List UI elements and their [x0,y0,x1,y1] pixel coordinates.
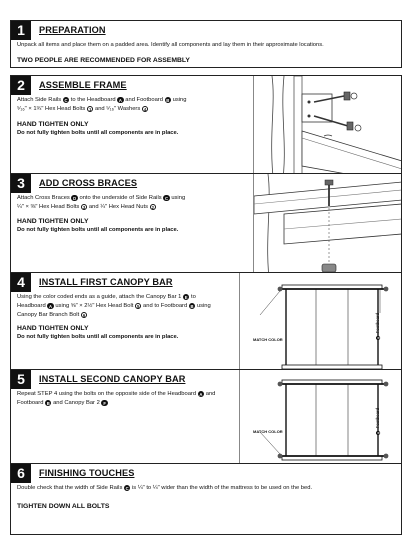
step-title: INSTALL SECOND CANOPY BAR [39,374,186,384]
step-text: Double check that the width of Side Rails C is ¼" to ¼" wider than the width of the mattress to be used on the bed. [17,485,313,491]
step-title: PREPARATION [39,25,106,35]
step-title: ADD CROSS BRACES [39,178,138,188]
part-badge-b: B [376,336,381,339]
step-number: 1 [11,21,31,40]
part-badge-b: B [166,98,170,103]
step-6-finishing-touches [10,463,402,535]
part-badge-b: B [46,401,50,406]
step-number: 2 [11,76,31,95]
warning-text: Do not fully tighten bolts until all components are in place. [17,334,179,340]
part-badge-b: B [376,431,381,434]
step-title: FINISHING TOUCHES [39,468,135,478]
match-color-label: MATCH COLOR [253,337,283,342]
step-text-line-2: ⁵⁄₁₆" × 1¾" Hex Head Bolts 1 and ⁵⁄₁₆" Washers 4 [17,105,148,114]
cross-brace-illustration [254,174,402,286]
part-badge-f: F [103,401,106,406]
part-badge-c: C [64,98,68,103]
part-badge-d: D [73,196,77,201]
step-number: 3 [11,174,31,193]
instruction-page [10,20,402,535]
step-text-line-3: Canopy Bar Branch Bolt 6 [17,311,87,320]
step-note: TWO PEOPLE ARE RECOMMENDED FOR ASSEMBLY [17,57,190,64]
hand-tighten-label: HAND TIGHTEN ONLY [17,325,89,332]
part-badge-c: C [125,486,129,491]
footboard-label: B Footboard [375,407,381,434]
hardware-badge-5: 5 [135,303,141,309]
step-2-assemble-frame [10,75,402,187]
step-1-preparation [10,20,402,68]
warning-text: Do not fully tighten bolts until all components are in place. [17,227,179,233]
part-badge-a: A [48,304,53,309]
part-badge-a: A [199,392,203,397]
hand-tighten-label: HAND TIGHTEN ONLY [17,218,89,225]
part-badge-b: B [190,304,194,309]
step-text-line-1: Attach Cross Braces D onto the underside of Side Rails C using [17,195,186,201]
footboard-label: B Footboard [375,312,381,339]
hardware-badge-4: 4 [142,106,148,112]
step-text-line-2: ¼" × ⅜" Hex Head Bolts 3 and ¼" Hex Head Nuts 2 [17,203,156,212]
step-number: 4 [11,273,31,292]
step-text-line-1: Attach Side Rails C to the Headboard A and Footboard B using [17,97,187,103]
step-number: 6 [11,464,31,483]
step-text-line-2: Footboard B and Canopy Bar 2 F [17,400,106,406]
part-badge-a: A [118,98,122,103]
hardware-badge-2: 2 [150,204,156,210]
match-color-label: MATCH COLOR [253,429,283,434]
step-text-line-1: Using the color coded ends as a guide, attach the Canopy Bar 1 E to [17,294,196,300]
step-note: TIGHTEN DOWN ALL BOLTS [17,503,110,510]
hardware-badge-3: 3 [81,204,87,210]
step-number: 5 [11,370,31,389]
hardware-badge-6: 6 [81,312,87,318]
step-title: ASSEMBLE FRAME [39,80,127,90]
hardware-badge-1: 1 [87,106,93,112]
part-badge-e: E [184,295,188,300]
step-title: INSTALL FIRST CANOPY BAR [39,277,173,287]
warning-text: Do not fully tighten bolts until all components are in place. [17,130,179,136]
frame-bolt-illustration [254,76,402,187]
step-text: Unpack all items and place them on a padded area. Identify all components and lay them in their approximate locations. [17,42,324,48]
part-badge-c: C [164,196,168,201]
hand-tighten-label: HAND TIGHTEN ONLY [17,121,89,128]
step-text-line-1: Repeat STEP 4 using the bolts on the opposite side of the Headboard A and [17,391,216,397]
step-3-add-cross-braces [10,173,402,286]
step-text-line-2: Headboard A using ⅝" × 2½" Hex Head Bolt 5 and to Footboard B using [17,303,211,309]
